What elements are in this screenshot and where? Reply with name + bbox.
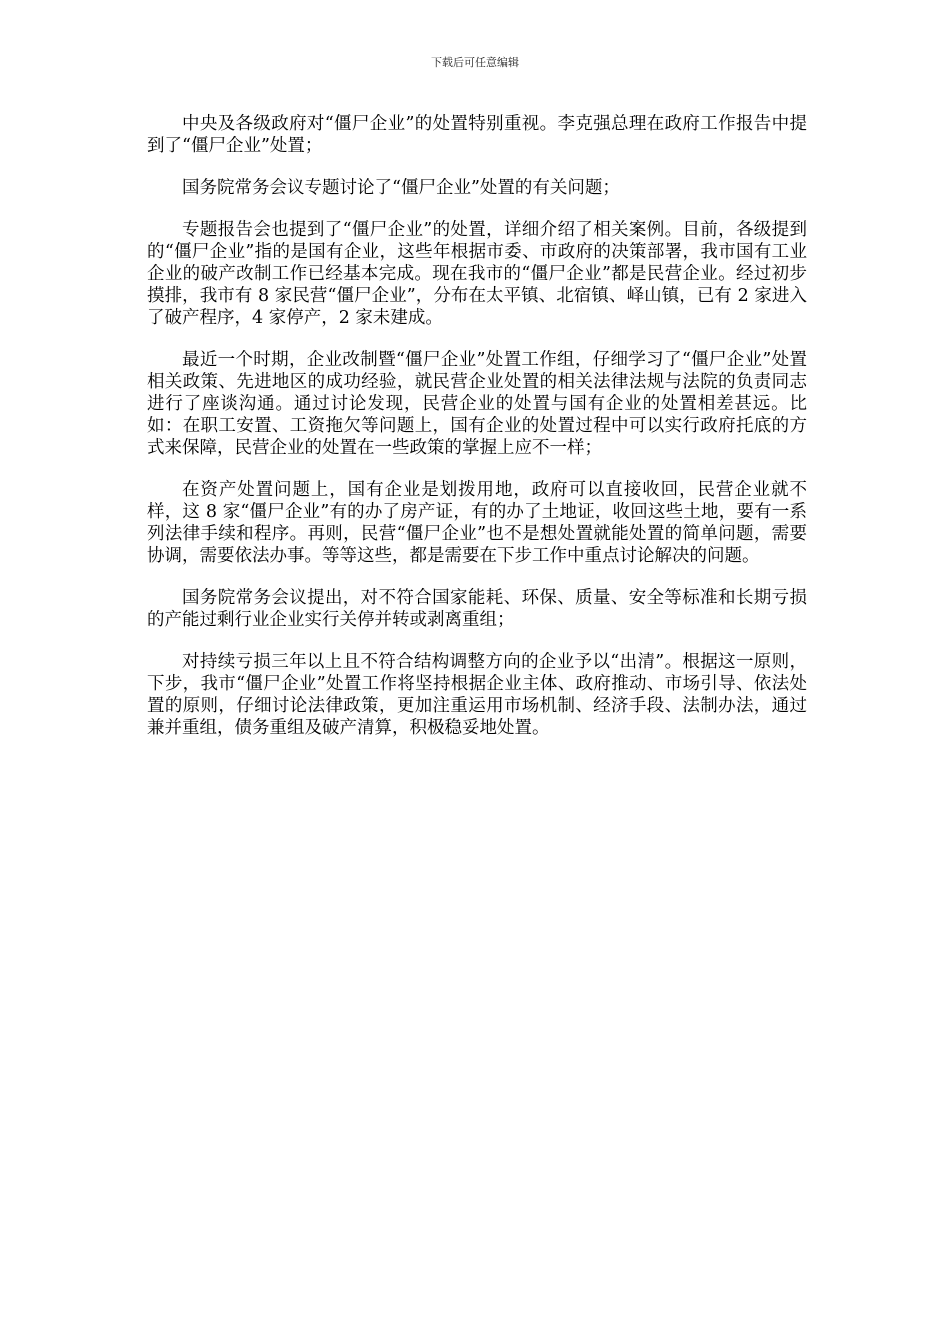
page-header-note: 下载后可任意编辑 [431, 56, 519, 69]
document-body [147, 113, 807, 759]
paragraph-7: 对持续亏损三年以上且不符合结构调整方向的企业予以“出清”。根据这一原则，下步，我市“僵尸企业”处置工作将坚持根据企业主体、政府推动、市场引导、依法处置的原则，仔细讨论法律政策，更加注重运用市场机制、经济手段、法制办法，通过兼并重组，债务重组及破产清算，积极稳妥地处置。 [147, 652, 807, 738]
paragraph-1: 中央及各级政府对“僵尸企业”的处置特别重视。李克强总理在政府工作报告中提到了“僵尸企业”处置； [147, 114, 807, 156]
paragraph-6: 国务院常务会议提出，对不符合国家能耗、环保、质量、安全等标准和长期亏损的产能过剩行业企业实行关停并转或剥离重组； [147, 588, 807, 630]
paragraph-5: 在资产处置问题上，国有企业是划拨用地，政府可以直接收回，民营企业就不样，这 8 家“僵尸企业”有的办了房产证，有的办了土地证，收回这些土地，要有一系列法律手续和程序。再则，民营“僵尸企业”也不是想处置就能处置的简单问题，需要协调，需要依法办事。等等这些，都是需要在下步工作中重点讨论解决的问题。 [147, 480, 807, 566]
paragraph-3: 专题报告会也提到了“僵尸企业”的处置，详细介绍了相关案例。目前，各级提到的“僵尸企业”指的是国有企业，这些年根据市委、市政府的决策部署，我市国有工业企业的破产改制工作已经基本完成。现在我市的“僵尸企业”都是民营企业。经过初步摸排，我市有 8 家民营“僵尸企业”，分布在太平镇、北宿镇、峄山镇，已有 2 家进入了破产程序，4 家停产，2 家未建成。 [147, 220, 807, 328]
paragraph-4: 最近一个时期，企业改制暨“僵尸企业”处置工作组，仔细学习了“僵尸企业”处置相关政策、先进地区的成功经验，就民营企业处置的相关法律法规与法院的负责同志进行了座谈沟通。通过讨论发现，民营企业的处置与国有企业的处置相差甚远。比如：在职工安置、工资拖欠等问题上，国有企业的处置过程中可以实行政府托底的方式来保障，民营企业的处置在一些政策的掌握上应不一样； [147, 350, 807, 458]
paragraph-2: 国务院常务会议专题讨论了“僵尸企业”处置的有关问题； [182, 178, 620, 198]
